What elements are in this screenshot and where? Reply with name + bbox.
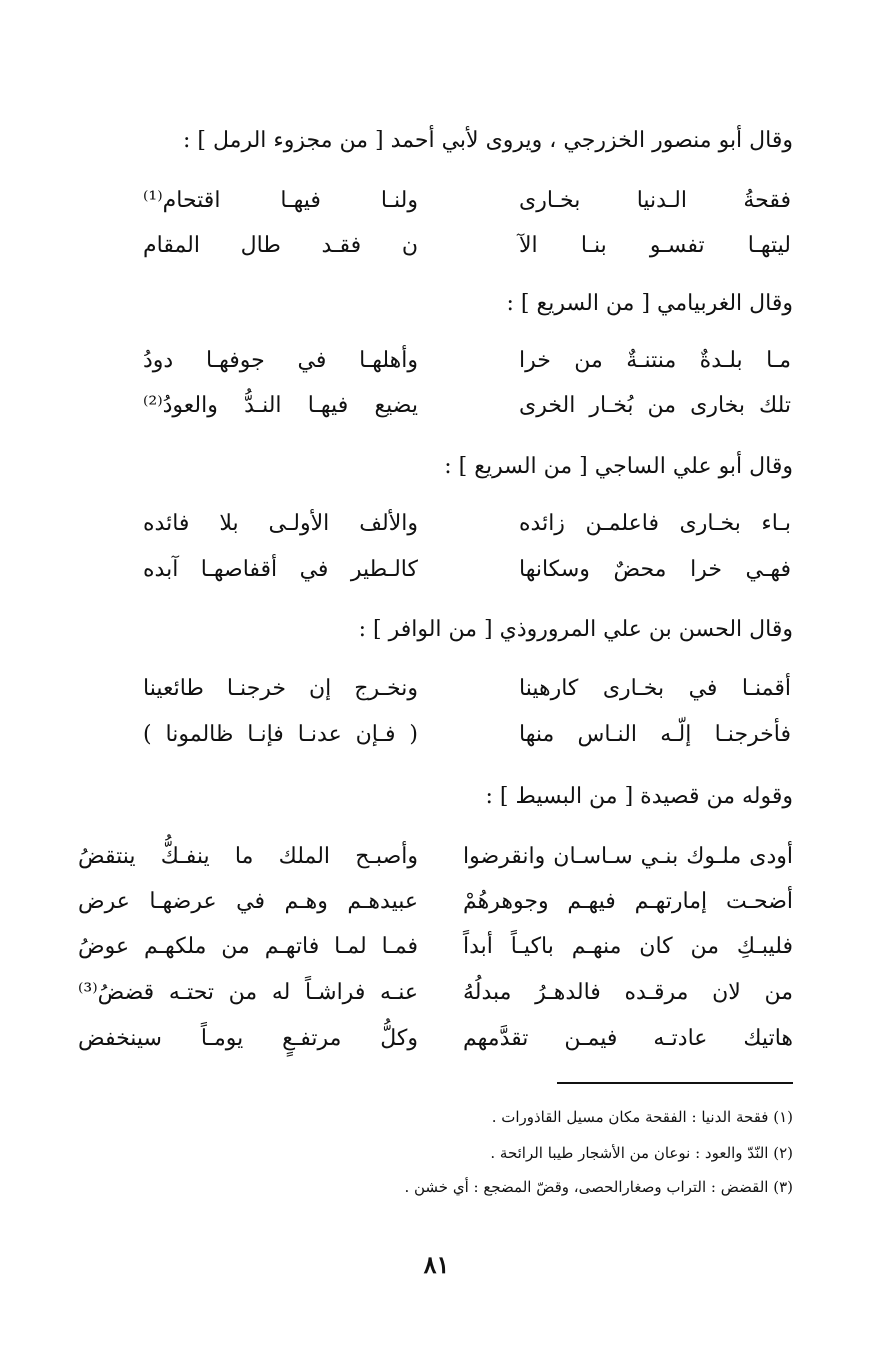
verse-first-hemistich: أضحـت إمارتهـم فيهـم وجوهرهُمْ	[463, 889, 793, 914]
verse-second-hemistich: كالـطير في أقفاصهـا آبده	[143, 557, 418, 582]
verse-second-hemistich: ونخـرج إن خرجنـا طائعينا	[143, 676, 418, 701]
poem-intro: وقوله من قصيدة [ من البسيط ] :	[485, 784, 793, 809]
verse-second-hemistich: وأصبـح الملك ما ينفـكُّ ينتقضُ	[78, 844, 418, 869]
verse-first-hemistich: مـا بلـدةٌ منتنـةٌ من خرا	[519, 348, 791, 373]
footnote: (٢) النّدّ والعود : نوعان من الأشجار طيبا الرائحة .	[490, 1144, 793, 1162]
footnote: (١) فقحة الدنيا : الفقحة مكان مسيل القاذورات .	[491, 1108, 793, 1126]
verse-second-hemistich: والألف الأولـى بلا فائده	[143, 511, 418, 536]
verse-first-hemistich: هاتيك عادتـه فيمـن تقدَّمهم	[463, 1026, 793, 1051]
verse-first-hemistich: فأخرجنـا إلّـه النـاس منها	[519, 722, 791, 747]
verse-second-hemistich: فمـا لمـا فاتهـم من ملكهـم عوضُ	[78, 934, 418, 959]
verse-first-hemistich: أقمنـا في بخـارى كارهينا	[519, 676, 791, 701]
verse-first-hemistich: تلك بخارى من بُخـار الخرى	[519, 393, 791, 418]
page-number: ٨١	[423, 1250, 450, 1279]
verse-second-hemistich: عبيدهـم وهـم في عرضهـا عرض	[78, 889, 418, 914]
verse-second-hemistich: وأهلهـا في جوفهـا دودُ	[143, 348, 418, 373]
poem-intro: وقال الحسن بن علي المروروذي [ من الوافر ] :	[358, 617, 793, 642]
poem-intro: وقال أبو منصور الخزرجي ، ويروى لأبي أحمد [ من مجزوء الرمل ] :	[183, 128, 793, 153]
verse-second-hemistich: ولنـا فيهـا اقتحام⁽¹⁾	[143, 188, 418, 213]
poem-intro: وقال أبو علي الساجي [ من السريع ] :	[444, 454, 793, 479]
verse-second-hemistich: ن فقـد طال المقام	[143, 233, 418, 258]
verse-first-hemistich: فقحةُ الـدنيا بخـارى	[519, 188, 791, 213]
poem-intro: وقال الغربيامي [ من السريع ] :	[506, 291, 793, 316]
verse-first-hemistich: من لان مرقـده فالدهـرُ مبدلُهُ	[463, 980, 793, 1005]
verse-first-hemistich: أودى ملـوك بنـي سـاسـان وانقرضوا	[463, 844, 793, 869]
verse-first-hemistich: بـاء بخـارى فاعلمـن زائده	[519, 511, 791, 536]
verse-first-hemistich: ليتهـا تفسـو بنـا الآ	[519, 233, 791, 258]
verse-second-hemistich: ( فـإن عدنـا فإنـا ظالمونا )	[143, 722, 418, 747]
verse-first-hemistich: فهـي خرا محضٌ وسكانها	[519, 557, 791, 582]
verse-second-hemistich: وكلُّ مرتفـعٍ يومـاً سينخفض	[78, 1026, 418, 1051]
verse-second-hemistich: يضيع فيهـا النـدُّ والعودُ⁽²⁾	[143, 393, 418, 418]
footnote: (٣) القضض : التراب وصغارالحصى، وقضّ المضجع : أي خشن .	[404, 1178, 793, 1196]
footnote-separator	[557, 1082, 793, 1084]
verse-second-hemistich: عنـه فراشـاً له من تحتـه قضضُ⁽³⁾	[78, 980, 418, 1005]
verse-first-hemistich: فليبـكِ من كان منهـم باكيـاً أبداً	[463, 934, 793, 959]
